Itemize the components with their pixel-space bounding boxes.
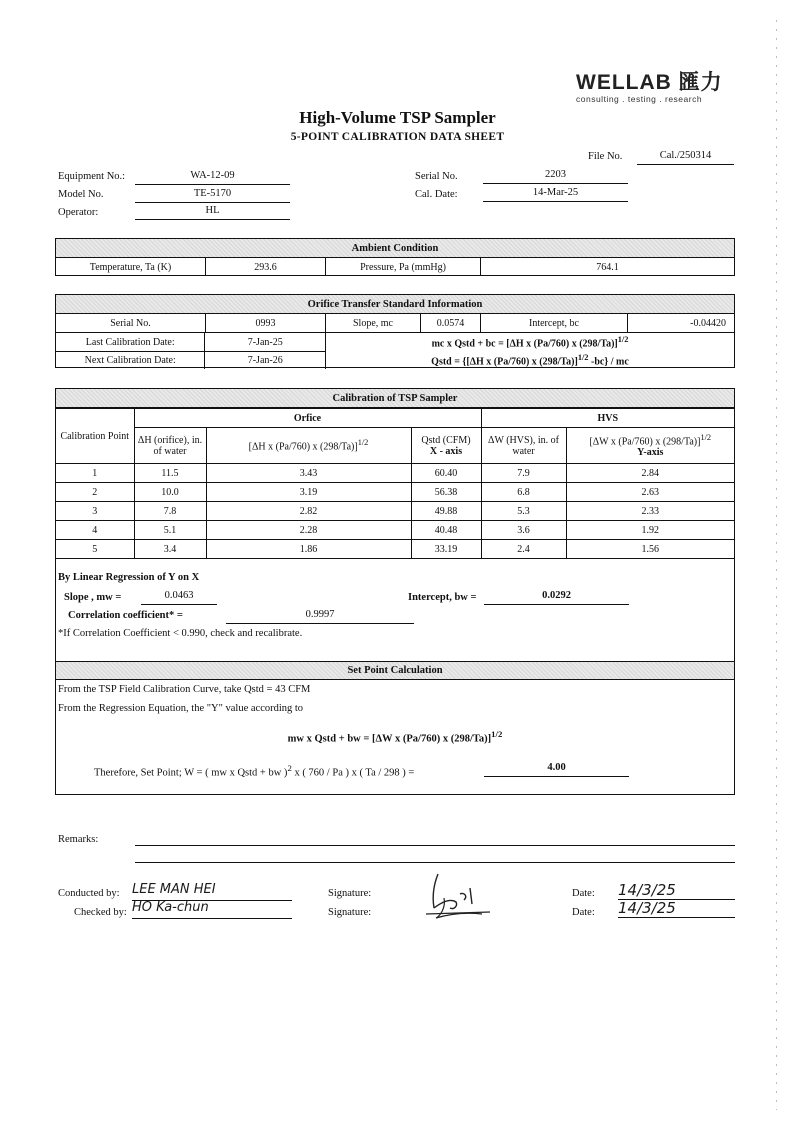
correlation-footnote: *If Correlation Coefficient < 0.990, check and recalibrate.: [58, 628, 303, 639]
table-row: [56, 521, 734, 540]
cell-point: 2: [56, 483, 134, 502]
col-delta-h-corrected: [ΔH x (Pa/760) x (298/Ta)]$^{1/2}$: [206, 428, 411, 464]
cell-dw-corr: 1.92: [566, 521, 734, 540]
col-delta-w: ΔW (HVS), in. of water: [481, 428, 566, 464]
model-value: TE-5170: [135, 188, 290, 203]
company-logo: [576, 72, 736, 104]
setpoint-formula: Therefore, Set Point; W = ( mw x Qstd + bw )$^2$ x ( 760 / Pa ) x ( Ta / 298 ) =: [94, 763, 415, 779]
orifice-intercept-label: Intercept, bc: [481, 314, 628, 332]
pressure-label: Pressure, Pa (mmHg): [326, 258, 481, 276]
checked-by-value: HO Ka-chun: [132, 900, 292, 919]
cell-dw-corr: 2.63: [566, 483, 734, 502]
calibration-header: Calibration of TSP Sampler: [56, 389, 734, 408]
cell-dw: 2.4: [481, 540, 566, 559]
setpoint-line-1: From the TSP Field Calibration Curve, take Qstd = 43 CFM: [58, 684, 311, 695]
calibration-table: [56, 408, 734, 559]
table-row: [56, 540, 734, 559]
cell-point: 5: [56, 540, 134, 559]
cell-dw: 7.9: [481, 464, 566, 483]
temperature-label: Temperature, Ta (K): [56, 258, 206, 276]
cell-dh-corr: 3.43: [206, 464, 411, 483]
orifice-equation-1: mc x Qstd + bc = [ΔH x (Pa/760) x (298/Ta)]$^{1/2}$: [431, 334, 629, 350]
cell-point: 1: [56, 464, 134, 483]
file-no-value: Cal./250314: [637, 150, 734, 165]
serial-value: 2203: [483, 169, 628, 184]
cal-date-value: 14-Mar-25: [483, 187, 628, 202]
cal-date-label: Cal. Date:: [415, 189, 458, 200]
ambient-condition-table: [55, 238, 735, 276]
table-row: [56, 464, 734, 483]
date-value-2: 14/3/25: [618, 899, 735, 918]
orifice-slope-value: 0.0574: [421, 314, 481, 332]
intercept-label: Intercept, bw =: [408, 592, 477, 603]
logo-brand: WELLAB 匯力: [576, 71, 723, 94]
scan-edge-marks: [776, 20, 777, 1110]
conducted-by-value: LEE MAN HEI: [132, 882, 292, 901]
col-calibration-point: Calibration Point: [56, 409, 134, 464]
cell-dh: 5.1: [134, 521, 206, 540]
cell-dh: 3.4: [134, 540, 206, 559]
operator-label: Operator:: [58, 207, 99, 218]
checked-by-label: Checked by:: [74, 907, 127, 918]
col-group-orfice: Orfice: [134, 409, 481, 428]
cell-dw: 5.3: [481, 502, 566, 521]
cell-dw: 6.8: [481, 483, 566, 502]
cell-dh-corr: 1.86: [206, 540, 411, 559]
date-label-2: Date:: [572, 907, 595, 918]
col-group-hvs: HVS: [481, 409, 734, 428]
cell-dh: 7.8: [134, 502, 206, 521]
cell-dh-corr: 3.19: [206, 483, 411, 502]
setpoint-equation: mw x Qstd + bw = [ΔW x (Pa/760) x (298/Ta)]$^{1/2}$: [287, 729, 503, 745]
intercept-value: 0.0292: [484, 590, 629, 605]
calibration-section: [55, 388, 735, 795]
signature-label-2: Signature:: [328, 907, 372, 918]
orifice-intercept-value: -0.04420: [690, 317, 726, 329]
next-cal-value: 7-Jan-26: [247, 355, 283, 366]
correlation-label: Correlation coefficient* =: [68, 610, 183, 621]
setpoint-header: Set Point Calculation: [56, 661, 734, 680]
table-row: [56, 483, 734, 502]
equipment-value: WA-12-09: [135, 170, 290, 185]
orifice-header: Orifice Transfer Standard Information: [56, 295, 734, 314]
slope-value: 0.0463: [141, 590, 217, 605]
cell-qstd: 56.38: [411, 483, 481, 502]
orifice-serial-label: Serial No.: [56, 314, 206, 332]
equipment-label: Equipment No.:: [58, 171, 126, 182]
remarks-line-1: [135, 845, 735, 846]
orifice-serial-value: 0993: [206, 314, 326, 332]
cell-point: 3: [56, 502, 134, 521]
next-cal-label: Next Calibration Date:: [56, 352, 205, 369]
cell-dw-corr: 1.56: [566, 540, 734, 559]
cell-dw: 3.6: [481, 521, 566, 540]
operator-value: HL: [135, 205, 290, 220]
signature-label-1: Signature:: [328, 888, 372, 899]
last-cal-label: Last Calibration Date:: [56, 333, 205, 351]
cell-dw-corr: 2.33: [566, 502, 734, 521]
cell-dh-corr: 2.28: [206, 521, 411, 540]
logo-tagline: consulting . testing . research: [576, 94, 703, 104]
date-value-1: 14/3/25: [618, 881, 735, 900]
remarks-line-2: [135, 862, 735, 863]
orifice-info-table: [55, 294, 735, 368]
cell-qstd: 60.40: [411, 464, 481, 483]
cell-dh: 10.0: [134, 483, 206, 502]
date-label-1: Date:: [572, 888, 595, 899]
col-delta-w-corrected: [ΔW x (Pa/760) x (298/Ta)]$^{1/2}$ Y-axis: [566, 428, 734, 464]
pressure-value: 764.1: [596, 261, 619, 273]
cell-dw-corr: 2.84: [566, 464, 734, 483]
cell-point: 4: [56, 521, 134, 540]
table-row: [56, 502, 734, 521]
col-qstd: Qstd (CFM) X - axis: [411, 428, 481, 464]
last-cal-value: 7-Jan-25: [247, 336, 283, 348]
temperature-value: 293.6: [206, 258, 326, 276]
page-subtitle: 5-POINT CALIBRATION DATA SHEET: [290, 131, 505, 143]
setpoint-value: 4.00: [484, 762, 629, 777]
orifice-equation-2: Qstd = {[ΔH x (Pa/760) x (298/Ta)]$^{1/2}$ -bc} / mc: [431, 352, 629, 368]
file-no-label: File No.: [588, 151, 623, 162]
serial-label: Serial No.: [415, 171, 458, 182]
correlation-value: 0.9997: [226, 609, 414, 624]
cell-qstd: 40.48: [411, 521, 481, 540]
conducted-by-label: Conducted by:: [58, 888, 120, 899]
remarks-label: Remarks:: [58, 834, 99, 845]
cell-dh: 11.5: [134, 464, 206, 483]
cell-qstd: 49.88: [411, 502, 481, 521]
page-title: High-Volume TSP Sampler: [299, 108, 496, 127]
cell-qstd: 33.19: [411, 540, 481, 559]
regression-title: By Linear Regression of Y on X: [58, 572, 200, 583]
col-delta-h: ΔH (orifice), in. of water: [134, 428, 206, 464]
cell-dh-corr: 2.82: [206, 502, 411, 521]
slope-label: Slope , mw =: [64, 592, 122, 603]
model-label: Model No.: [58, 189, 104, 200]
ambient-header: Ambient Condition: [56, 239, 734, 258]
orifice-slope-label: Slope, mc: [326, 314, 421, 332]
signature-image: [420, 868, 500, 920]
setpoint-line-2: From the Regression Equation, the "Y" value according to: [58, 703, 304, 714]
